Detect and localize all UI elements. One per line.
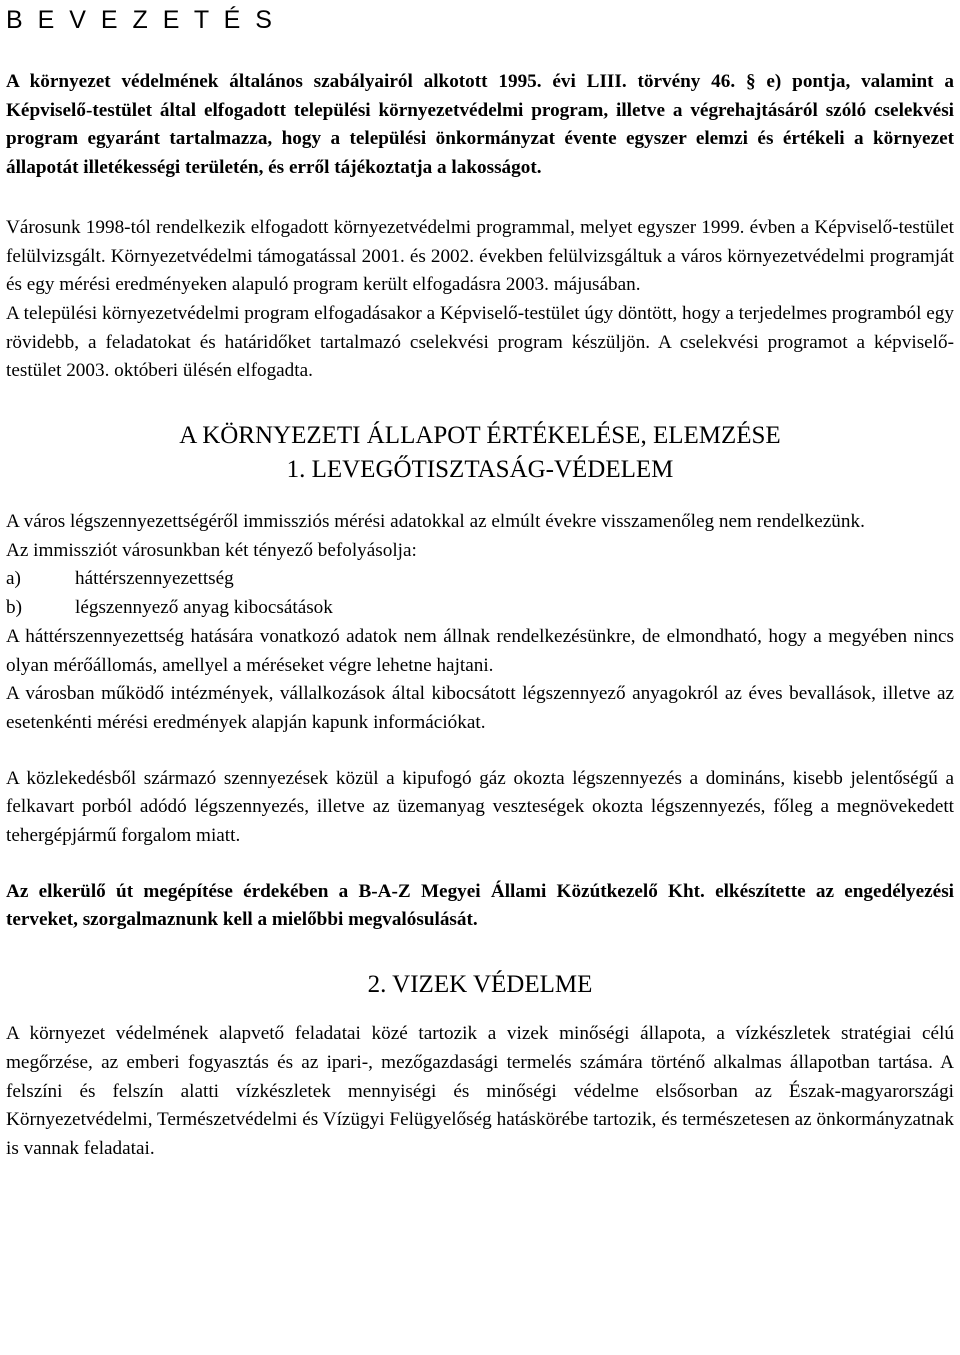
spacer — [6, 1002, 954, 1020]
section-2-title: 2. VIZEK VÉDELME — [367, 971, 593, 999]
spacer — [6, 386, 954, 419]
list-item-text: légszennyező anyag kibocsátások — [75, 597, 333, 619]
list-marker: a) — [6, 568, 21, 590]
body-paragraph: Városunk 1998-tól rendelkezik elfogadott környezetvédelmi programmal, melyet egyszer 1999. évben a Képviselő-testület felülvizsgált. Környezetvédelmi támogatással 2001. és 2002. években felülvizsgáltuk a város környezetvédelmi programját és egy mérési eredményeken alapuló program került elfogadásra 2003. májusában. — [6, 216, 954, 296]
main-section-title: A KÖRNYEZETI ÁLLAPOT ÉRTÉKELÉSE, ELEMZÉSE — [179, 422, 781, 450]
list-marker: b) — [6, 597, 22, 619]
spacer — [6, 37, 954, 68]
section-1-paragraph: A város légszennyezettségéről immissziós mérési adatokkal az elmúlt évekre visszamenőleg nem rendelkezünk. — [6, 511, 865, 533]
list-item — [6, 565, 954, 594]
spacer — [6, 183, 954, 214]
intro-paragraph: A környezet védelmének általános szabályairól alkotott 1995. évi LIII. törvény 46. § e) pontja, valamint a Képviselő-testület által elfogadott települési környezetvédelmi program, illetve a végrehajtásáról szóló cselekvési program egyaránt tartalmazza, hogy a települési önkormányzat évente egyszer elemzi és értékeli a környezet állapotát illetékességi területén, és erről tájékoztatja a lakosságot. — [6, 71, 954, 179]
section-1-paragraph: A háttérszennyezettség hatására vonatkozó adatok nem állnak rendelkezésünkre, de elmondható, hogy a megyében nincs olyan mérőállomás, amellyel a méréseket végre lehetne hajtani. — [6, 625, 954, 676]
body-paragraph: A települési környezetvédelmi program elfogadásakor a Képviselő-testület úgy döntött, hogy a terjedelmes programból egy rövidebb, a feladatokat és határidőket tartalmazó cselekvési program készüljön. A cselekvési programot a képviselő-testület 2003. októberi ülésén elfogadta. — [6, 302, 954, 382]
section-1-paragraph: Az immissziót városunkban két tényező befolyásolja: — [6, 539, 417, 561]
spacer — [6, 738, 954, 765]
section-1-paragraph: A közlekedésből származó szennyezések közül a kipufogó gáz okozta légszennyezés a domináns, kisebb jelentőségű a felkavart porból adódó légszennyezés, illetve az üzemanyag veszteségek okozta légszennyezés, főleg a megnövekedett tehergépjármű forgalom miatt. — [6, 767, 954, 847]
document-heading: B E V E Z E T É S — [6, 6, 276, 34]
section-1-title: 1. LEVEGŐTISZTASÁG-VÉDELEM — [286, 456, 674, 484]
list-item — [6, 594, 954, 623]
spacer — [6, 487, 954, 508]
section-1-paragraph: A városban működő intézmények, vállalkozások által kibocsátott légszennyező anyagokról az éves bevallások, illetve az esetenkénti mérési eredmények alapján kapunk információkat. — [6, 683, 954, 733]
section-2-paragraph: A környezet védelmének alapvető feladatai közé tartozik a vizek minőségi állapota, a vízkészletek stratégiai célú megőrzése, az emberi fogyasztás és az ipari-, mezőgazdasági termelés számára történő alkalmas állapotban tartása. A felszíni és felszín alatti vízkészletek mennyiségi és minőségi védelme elsősorban az Észak-magyarországi Környezetvédelmi, Természetvédelmi és Vízügyi Felügyelőség hatáskörébe tartozik, és természetesen az önkormányzatnak is vannak feladatai. — [6, 1023, 954, 1159]
spacer — [6, 851, 954, 878]
spacer — [6, 935, 954, 968]
section-1-bold-paragraph: Az elkerülő út megépítése érdekében a B-A-Z Megyei Állami Közútkezelő Kht. elkészítette az engedélyezési terveket, szorgalmaznunk kell a mielőbbi megvalósulását. — [6, 880, 954, 931]
list-item-text: háttérszennyezettség — [75, 568, 234, 590]
